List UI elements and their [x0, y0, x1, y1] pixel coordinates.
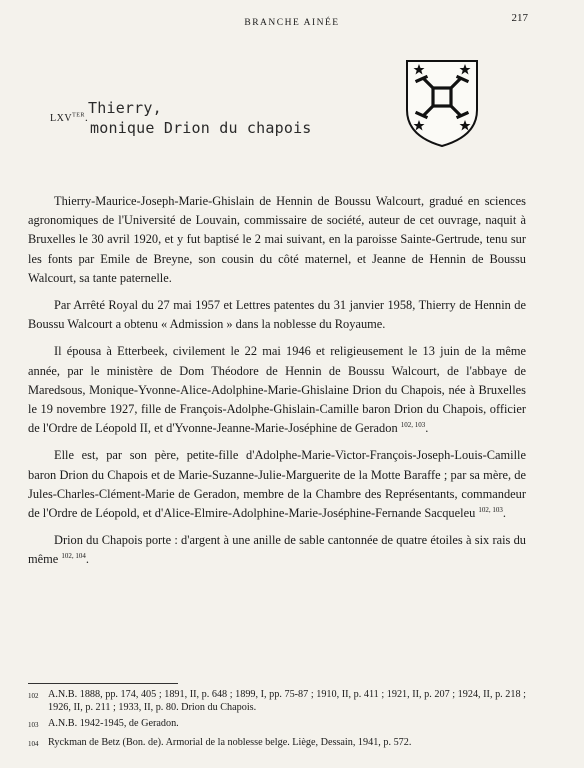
running-head: BRANCHE AINÉE [244, 18, 340, 28]
name-line-thierry: Thierry, [88, 99, 162, 117]
body-text [28, 192, 526, 578]
generation-number: $LXV^{TER}$. [50, 110, 89, 124]
paragraph-ancestry: Elle est, par son père, petite-fille d'Adolphe-Marie-Victor-François-Joseph-Louis-Camille baron Drion du Chapois et de Marie-Suzanne-Julie-Marguerite de la Motte Baraffe ; par sa mère, de Jules-Charles-Clément-Marie de Geradon, membre de la Chambre des Représentants, commandeur de l'Ordre de Léopold, et d'Alice-Elmire-Adolphine-Marie-Joséphine-Fernande Sacqueleu $^{102, 103}$. [28, 448, 526, 521]
footnote-text: A.N.B. 1888, pp. 174, 405 ; 1891, II, p. 648 ; 1899, I, pp. 75-87 ; 1910, II, p. 411 ; 1921, II, p. 207 ; 1924, II, p. 218 ; 1926, II, p. 211 ; 1933, II, p. 80. Drion du Chapois. [48, 689, 526, 714]
footnote-text: Ryckman de Betz (Bon. de). Armorial de la noblesse belge. Liège, Dessain, 1941, p. 572. [48, 736, 412, 748]
paragraph-birth: Thierry-Maurice-Joseph-Marie-Ghislain de Hennin de Boussu Walcourt, gradué en sciences agronomiques de l'Université de Louvain, commissaire de société, auteur de cet ouvrage, naquit à Bruxelles le 30 avril 1920, et y fut baptisé le 2 mai suivant, en la paroisse Sainte-Gertrude, tenu sur les fonts par Emile de Breyne, son cousin du côté maternel, et Jeanne de Hennin de Boussu Walcourt, sa tante paternelle. [28, 194, 526, 285]
coat-of-arms-shield-icon [404, 58, 480, 148]
generation-suffix: TER [72, 112, 85, 119]
footnote-divider [28, 683, 178, 684]
footnote-ref: 102, 104 [61, 552, 86, 561]
generation-names [88, 98, 312, 138]
footnote-ref: 102, 103 [400, 421, 426, 430]
page-number: 217 [511, 12, 528, 24]
paragraph-arms: Drion du Chapois porte : d'argent à une anille de sable cantonnée de quatre étoiles à six rais du même $^{102, 104}$. [28, 533, 526, 567]
footnote-number: 102 [28, 692, 39, 700]
footnote-item [28, 736, 526, 751]
footnote-ref: 102, 103 [478, 505, 503, 514]
footnote-item [28, 717, 526, 732]
footnote-number: 103 [28, 721, 39, 730]
footnote-number: 104 [28, 739, 39, 748]
paragraph-marriage: Il épousa à Etterbeek, civilement le 22 mai 1946 et religieusement le 13 juin de la même année, par le ministère de Dom Théodore de Hennin de Boussu Walcourt, de l'abbaye de Maredsous, Monique-Yvonne-Alice-Adolphine-Marie-Ghislaine Drion du Chapois, née à Bruxelles le 19 novembre 1927, fille de François-Adolphe-Ghislain-Camille baron Drion du Chapois, officier de l'Ordre de Léopold II, et d'Yvonne-Jeanne-Marie-Joséphine de Geradon $^{102, 103}$. [28, 344, 526, 436]
name-line-monique: monique Drion du chapois [90, 119, 312, 137]
footnotes [28, 688, 526, 754]
paragraph-nobility: Par Arrêté Royal du 27 mai 1957 et Lettres patentes du 31 janvier 1958, Thierry de Hennin de Boussu Walcourt a obtenu « Admission » dans la noblesse du Royaume. [28, 298, 526, 332]
footnote-item [28, 688, 526, 714]
footnote-text: A.N.B. 1942-1945, de Geradon. [48, 718, 179, 730]
